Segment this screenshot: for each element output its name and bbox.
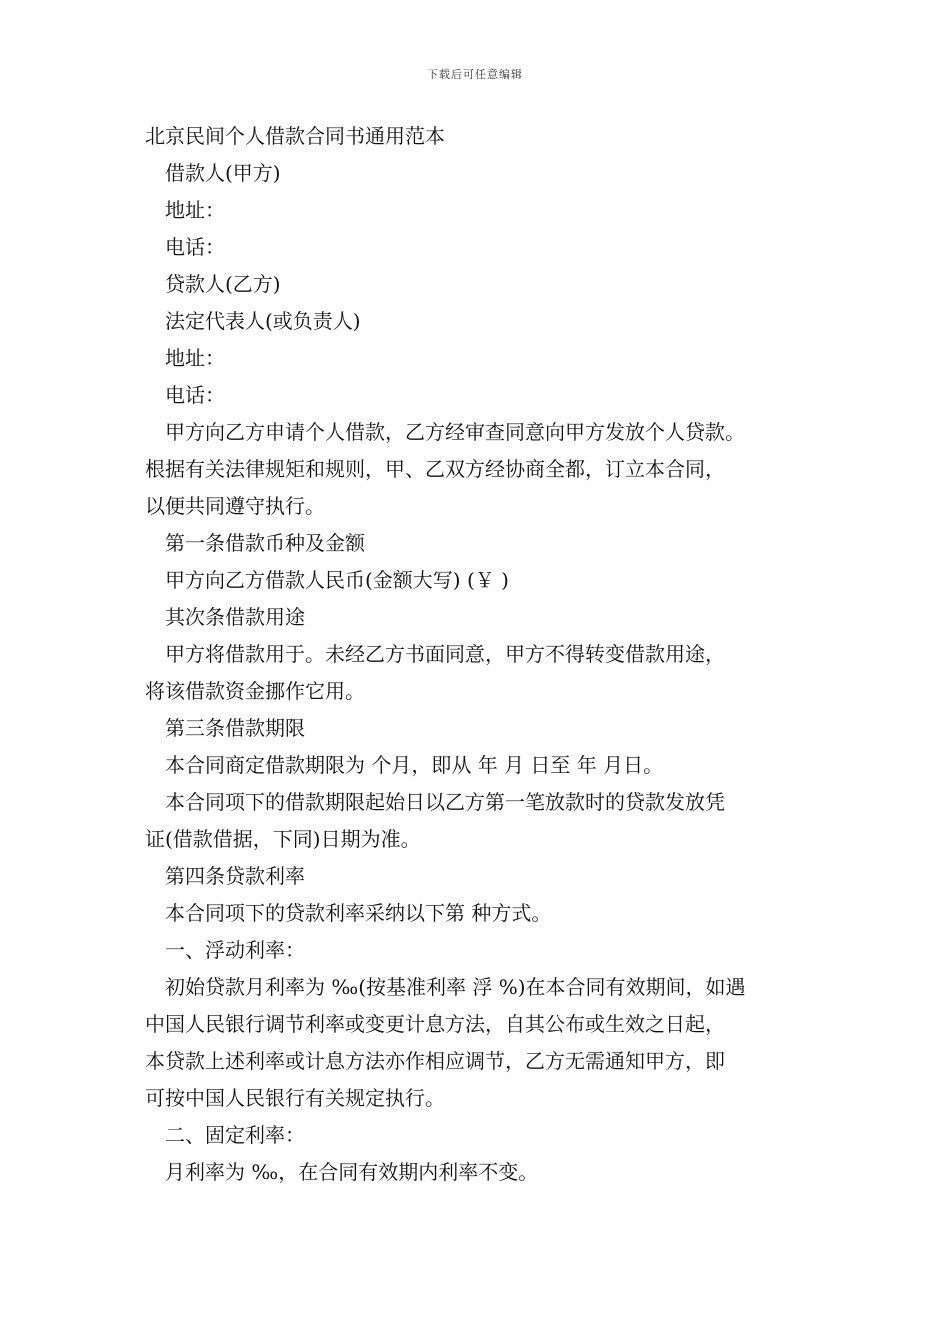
text-line: 中国人民银行调节利率或变更计息方法，自其公布或生效之日起， bbox=[145, 1012, 725, 1036]
text-line: 本合同商定借款期限为 个月，即从 年 月 日至 年 月日。 bbox=[165, 753, 664, 777]
text-line: 以便共同遵守执行。 bbox=[145, 494, 325, 518]
text-line: 本合同项下的贷款利率采纳以下第 种方式。 bbox=[165, 901, 552, 925]
text-line: 将该借款资金挪作它用。 bbox=[145, 679, 365, 703]
subsection-heading: 一、浮动利率： bbox=[165, 938, 305, 962]
subsection-heading: 二、固定利率： bbox=[165, 1123, 305, 1147]
section-heading: 第一条借款币种及金额 bbox=[165, 531, 365, 555]
text-line: 借款人(甲方) bbox=[165, 161, 281, 185]
document-body bbox=[145, 118, 815, 1191]
text-line: 证(借款借据，下同)日期为准。 bbox=[145, 827, 421, 851]
text-line: 电话： bbox=[165, 235, 225, 259]
text-line: 本合同项下的借款期限起始日以乙方第一笔放款时的贷款发放凭 bbox=[165, 790, 725, 814]
text-line: 贷款人(乙方) bbox=[165, 272, 281, 296]
text-line: 根据有关法律规矩和规则，甲、乙双方经协商全都，订立本合同， bbox=[145, 457, 725, 481]
section-heading: 第四条贷款利率 bbox=[165, 864, 305, 888]
document-title: 北京民间个人借款合同书通用范本 bbox=[145, 124, 445, 148]
text-line: 法定代表人(或负责人) bbox=[165, 309, 361, 333]
text-line: 月利率为 ‰，在合同有效期内利率不变。 bbox=[165, 1160, 539, 1184]
section-heading: 其次条借款用途 bbox=[165, 605, 305, 629]
text-line: 甲方将借款用于。未经乙方书面同意，甲方不得转变借款用途， bbox=[165, 642, 725, 666]
text-line: 可按中国人民银行有关规定执行。 bbox=[145, 1086, 445, 1110]
section-heading: 第三条借款期限 bbox=[165, 716, 305, 740]
text-line: 地址： bbox=[165, 198, 225, 222]
text-line: 本贷款上述利率或计息方法亦作相应调节，乙方无需通知甲方，即 bbox=[145, 1049, 725, 1073]
page-header-note: 下载后可任意编辑 bbox=[427, 68, 523, 81]
text-line: 电话： bbox=[165, 383, 225, 407]
text-line: 地址： bbox=[165, 346, 225, 370]
text-line: 甲方向乙方借款人民币(金额大写) (￥ ) bbox=[165, 568, 509, 592]
text-line: 甲方向乙方申请个人借款，乙方经审查同意向甲方发放个人贷款。 bbox=[165, 420, 745, 444]
text-line: 初始贷款月利率为 ‰(按基准利率 浮 %)在本合同有效期间，如遇 bbox=[165, 975, 746, 999]
